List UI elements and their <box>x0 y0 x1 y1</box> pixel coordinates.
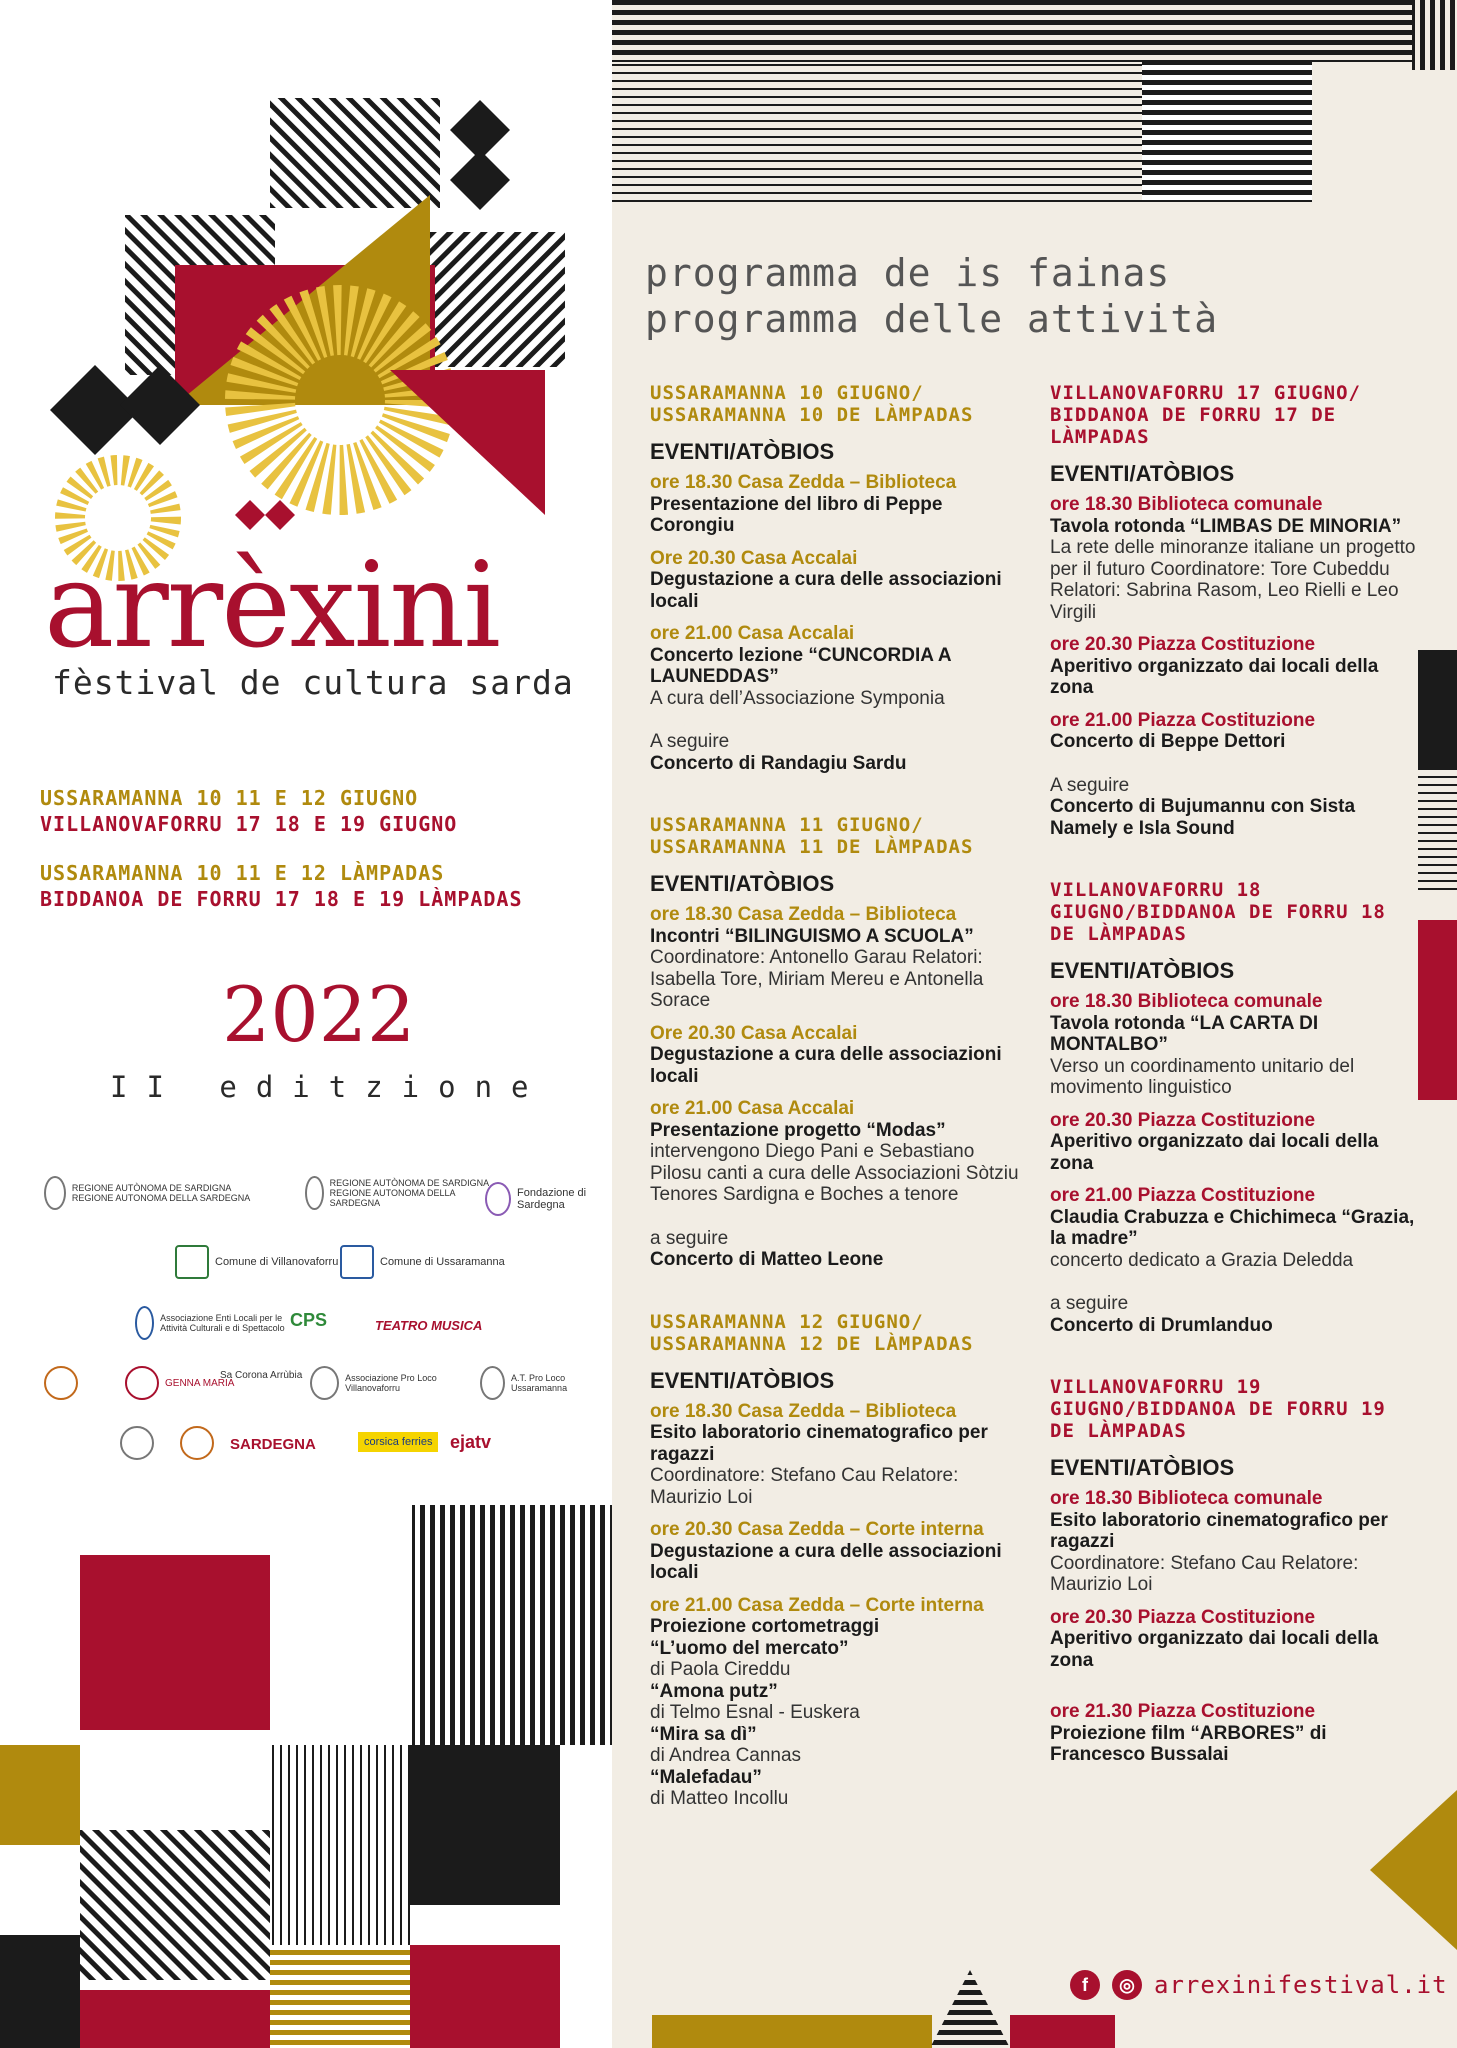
event-item: ore 21.00 Piazza Costituzione Concerto di Beppe Dettori <box>1050 709 1316 752</box>
event-item: ore 20.30 Piazza Costituzione Aperitivo organizzato dai locali della zona <box>1050 1109 1379 1174</box>
logo-genna-maria: GENNA MARIA <box>125 1366 234 1400</box>
day-heading: USSARAMANNA 11 GIUGNO/ USSARAMANNA 11 DE LÀMPADAS <box>650 814 974 858</box>
event-item: ore 21.00 Casa Accalai Concerto lezione “CUNCORDIA A LAUNEDDAS” A cura dell’Associazione Symponia <box>650 623 951 709</box>
event-item: ore 18.30 Casa Zedda – Biblioteca Esito laboratorio cinematografico per ragazzi Coordinatore: Stefano Cau Relatore: Maurizio Loi <box>650 1400 988 1508</box>
event-item: Ore 20.30 Casa Accalai Degustazione a cura delle associazioni locali <box>650 1022 1002 1087</box>
event-item: a seguire Concerto di Matteo Leone <box>650 1227 884 1270</box>
dates-ussaramanna-sc: USSARAMANNA 10 11 E 12 LÀMPADAS <box>40 861 445 885</box>
festival-logo: arrèxini <box>44 536 500 674</box>
flower-icon <box>125 1366 159 1400</box>
film-title: “Malefadau” <box>650 1766 762 1788</box>
day-section <box>650 814 1030 1271</box>
events-label: EVENTI/ATÒBIOS <box>650 1367 835 1393</box>
crest-icon <box>120 1426 154 1460</box>
crest-icon <box>340 1245 374 1279</box>
event-item: ore 18.30 Biblioteca comunale Esito laboratorio cinematografico per ragazzi Coordinatore: Stefano Cau Relatore: Maurizio Loi <box>1050 1488 1388 1595</box>
logo-comune-villanovaforru: Comune di Villanovaforru <box>175 1245 338 1279</box>
day-section <box>1050 879 1420 1336</box>
dates-biddanoa: BIDDANOA DE FORRU 17 18 E 19 LÀMPADAS <box>40 887 523 911</box>
logo-cps: CPS <box>290 1310 328 1330</box>
event-item: ore 21.30 Piazza Costituzione Proiezione film “ARBORES” di Francesco Bussalai <box>1050 1701 1327 1765</box>
edition: II editzione <box>110 1070 548 1104</box>
dates-villanovaforru: VILLANOVAFORRU 17 18 E 19 GIUGNO <box>40 812 458 836</box>
film-title: “Mira sa dì” <box>650 1723 757 1745</box>
day-heading: USSARAMANNA 12 GIUGNO/ USSARAMANNA 12 DE LÀMPADAS <box>650 1310 974 1355</box>
day-heading: VILLANOVAFORRU 19 GIUGNO/BIDDANOA DE FORRU 19 DE LÀMPADAS <box>1050 1376 1386 1442</box>
event-item: ore 18.30 Biblioteca comunale Tavola rotonda “LIMBAS DE MINORIA” La rete delle minoranze italiane un progetto per il futuro Coordinatore: Tore Cubeddu Relatori: Sabrina Rasom, Leo Rielli e Leo Virgili <box>1050 494 1416 623</box>
event-item: ore 18.30 Casa Zedda – Biblioteca Presentazione del libro di Peppe Corongiu <box>650 472 957 536</box>
crest-icon <box>175 1245 209 1279</box>
event-item: A seguire Concerto di Bujumannu con Sista Namely e Isla Sound <box>1050 774 1356 839</box>
logo-proloco-villanovaforru: Associazione Pro Loco Villanovaforru <box>310 1366 470 1400</box>
events-label: EVENTI/ATÒBIOS <box>650 439 835 464</box>
logo-eja-tv: ejatv <box>450 1432 492 1452</box>
logo-crest <box>120 1426 154 1460</box>
event-item: ore 20.30 Piazza Costituzione Aperitivo organizzato dai locali della zona <box>1050 1606 1379 1671</box>
day-heading: VILLANOVAFORRU 17 GIUGNO/ BIDDANOA DE FORRU 17 DE LÀMPADAS <box>1050 382 1361 448</box>
events-label: EVENTI/ATÒBIOS <box>650 871 835 896</box>
logo-turismo <box>44 1366 78 1400</box>
ras-seal-icon <box>44 1176 66 1210</box>
instagram-icon[interactable]: ◎ <box>1112 1970 1142 2000</box>
event-item: Ore 20.30 Casa Accalai Degustazione a cura delle associazioni locali <box>650 547 1002 612</box>
logo-ras-2: REGIONE AUTÒNOMA DE SARDIGNA REGIONE AUTONOMA DELLA SARDEGNA <box>305 1176 495 1210</box>
website-link[interactable]: arrexinifestival.it <box>1154 1971 1448 1999</box>
dates-ussaramanna: USSARAMANNA 10 11 E 12 GIUGNO <box>40 786 419 810</box>
event-item: ore 18.30 Casa Zedda – Biblioteca Incontri “BILINGUISMO A SCUOLA” Coordinatore: Antonello Garau Relatori: Isabella Tore, Miriam Mereu e Antonella Sorace <box>650 904 984 1011</box>
events-label: EVENTI/ATÒBIOS <box>1050 958 1235 983</box>
ras-seal-icon <box>305 1176 324 1210</box>
proloco-icon <box>480 1366 505 1400</box>
program-column-villanovaforru <box>1050 382 1420 1806</box>
mushroom-icon <box>44 1366 78 1400</box>
film-title: “Amona putz” <box>650 1680 778 1702</box>
logo-corsica-ferries: corsica ferries <box>358 1432 438 1452</box>
event-item: ore 20.30 Casa Zedda – Corte interna Degustazione a cura delle associazioni locali <box>650 1519 1002 1583</box>
events-label: EVENTI/ATÒBIOS <box>1050 461 1235 486</box>
day-section <box>650 1311 1030 1810</box>
logo-comune-ussaramanna: Comune di Ussaramanna <box>340 1245 505 1279</box>
mascot-icon <box>180 1426 214 1460</box>
day-heading: VILLANOVAFORRU 18 GIUGNO/BIDDANOA DE FORRU 18 DE LÀMPADAS <box>1050 879 1386 945</box>
year: 2022 <box>222 970 416 1059</box>
sponsor-logos <box>40 1170 600 1470</box>
logo-proloco-ussaramanna: A.T. Pro Loco Ussaramanna <box>480 1366 590 1400</box>
event-item: A seguire Concerto di Randagiu Sardu <box>650 731 907 774</box>
film-title: “L’uomo del mercato” <box>650 1637 849 1659</box>
logo-ras-1: REGIONE AUTÒNOMA DE SARDIGNA REGIONE AUTONOMA DELLA SARDEGNA <box>44 1176 274 1210</box>
event-item: a seguire Concerto di Drumlanduo <box>1050 1293 1273 1336</box>
dates-italian <box>40 785 457 837</box>
logo-teatro-musica: TEATRO MUSICA <box>375 1318 483 1333</box>
event-item: ore 21.00 Casa Accalai Presentazione progetto “Modas” intervengono Diego Pani e Sebastiano Pilosu canti a cura delle Associazioni Sòtziu Tenores Sardigna e Boches a tenore <box>650 1098 1019 1205</box>
logo-sa-corona: Sa Corona Arrùbia <box>220 1370 303 1381</box>
footer-social <box>1070 1970 1448 2000</box>
logo-fondazione: Fondazione di Sardegna <box>485 1182 605 1216</box>
logo-enti-locali: Associazione Enti Locali per le Attività Culturali e di Spettacolo <box>135 1306 285 1340</box>
title-italian: programma delle attività <box>645 297 1219 341</box>
title-sardinian: programma de is fainas <box>645 251 1171 295</box>
event-item: ore 21.00 Piazza Costituzione Claudia Crabuzza e Chichimeca “Grazia, la madre” concerto dedicato a Grazia Deledda <box>1050 1185 1415 1271</box>
day-section <box>1050 382 1420 839</box>
dates-sardinian <box>40 860 523 912</box>
festival-subtitle: fèstival de cultura sarda <box>52 663 574 702</box>
enti-icon <box>135 1306 154 1340</box>
event-item: ore 21.00 Casa Zedda – Corte interna Proiezione cortometraggi “L’uomo del mercato” di Paola Cireddu “Amona putz” di Telmo Esnal - Euskera “Mira sa dì” di Andrea Cannas “Malefadau” di Matteo Incollu <box>650 1595 1030 1810</box>
program-title <box>645 250 1218 342</box>
event-item: ore 18.30 Biblioteca comunale Tavola rotonda “LA CARTA DI MONTALBO” Verso un coordinamento unitario del movimento linguistico <box>1050 991 1355 1098</box>
program-column-ussaramanna <box>650 382 1030 1850</box>
logo-mascot <box>180 1426 214 1460</box>
logo-sardegna: SARDEGNA <box>230 1436 316 1453</box>
events-label: EVENTI/ATÒBIOS <box>1050 1455 1235 1480</box>
facebook-icon[interactable]: f <box>1070 1970 1100 2000</box>
proloco-icon <box>310 1366 339 1400</box>
wheel-icon <box>485 1182 511 1216</box>
event-item: ore 20.30 Piazza Costituzione Aperitivo organizzato dai locali della zona <box>1050 634 1379 698</box>
day-section <box>1050 1376 1420 1766</box>
day-section <box>650 382 1030 774</box>
day-heading: USSARAMANNA 10 GIUGNO/ USSARAMANNA 10 DE LÀMPADAS <box>650 382 974 426</box>
